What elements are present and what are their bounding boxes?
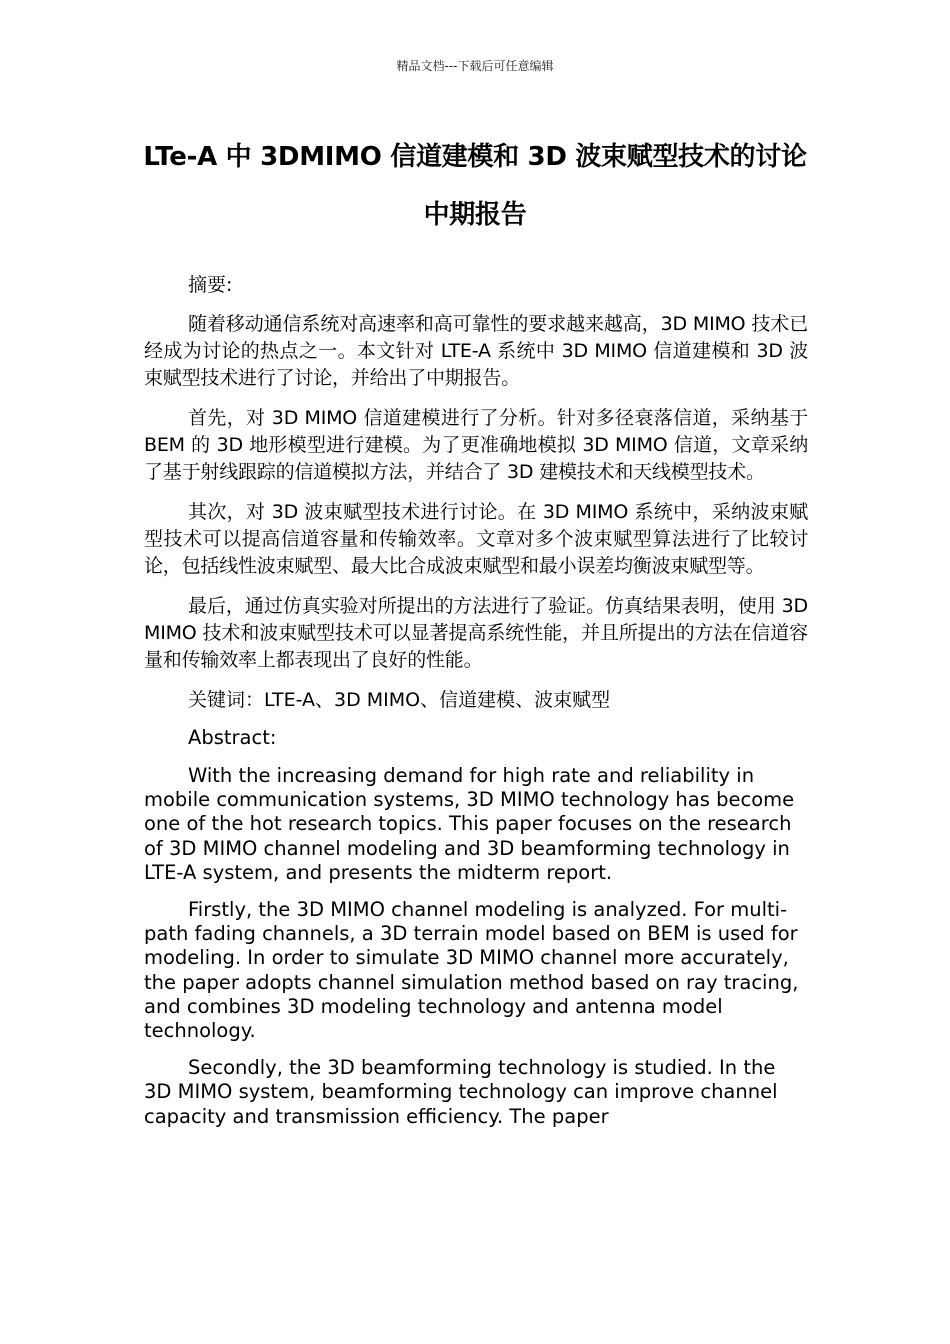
abstract-zh-paragraph: 首先，对 3D MIMO 信道建模进行了分析。针对多径衰落信道，采纳基于 BEM 的 3D 地形模型进行建模。为了更准确地模拟 3D MIMO 信道，文章采纳了基于射线跟踪的信道模拟方法，并结合了 3D 建模技术和天线模型技术。	[144, 407, 808, 483]
keywords-line: 关键词：LTE-A、3D MIMO、信道建模、波束赋型	[188, 689, 611, 711]
abstract-en-paragraph: Firstly, the 3D MIMO channel modeling is analyzed. For multi-path fading channels, a 3D terrain model based on BEM is used for modeling. In order to simulate 3D MIMO channel more accurately, the paper adopts channel simulation method based on ray tracing, and combines 3D modeling technology and antenna model technology.	[144, 898, 799, 1043]
abstract-zh-paragraph: 其次，对 3D 波束赋型技术进行讨论。在 3D MIMO 系统中，采纳波束赋型技术可以提高信道容量和传输效率。文章对多个波束赋型算法进行了比较讨论，包括线性波束赋型、最大比合成波束赋型和最小误差均衡波束赋型等。	[144, 501, 808, 577]
abstract-zh-label: 摘要:	[188, 274, 233, 296]
document-title: LTe-A 中 3DMIMO 信道建模和 3D 波束赋型技术的讨论中期报告	[143, 142, 807, 230]
abstract-en-label: Abstract:	[188, 726, 277, 749]
document-body	[144, 272, 808, 1142]
abstract-zh-paragraph: 最后，通过仿真实验对所提出的方法进行了验证。仿真结果表明，使用 3D MIMO 技术和波束赋型技术可以显著提高系统性能，并且所提出的方法在信道容量和传输效率上都表现出了良好的性能。	[144, 595, 808, 671]
page-header-note: 精品文档---下载后可任意编辑	[396, 59, 554, 73]
abstract-en-paragraph: With the increasing demand for high rate and reliability in mobile communication systems, 3D MIMO technology has become one of the hot research topics. This paper focuses on the research of 3D MIMO channel modeling and 3D beamforming technology in LTE-A system, and presents the midterm report.	[144, 764, 795, 884]
abstract-en-paragraph: Secondly, the 3D beamforming technology is studied. In the 3D MIMO system, beamforming technology can improve channel capacity and transmission efficiency. The paper	[144, 1056, 778, 1128]
abstract-zh-paragraph: 随着移动通信系统对高速率和高可靠性的要求越来越高，3D MIMO 技术已经成为讨论的热点之一。本文针对 LTE-A 系统中 3D MIMO 信道建模和 3D 波束赋型技术进行了讨论，并给出了中期报告。	[144, 313, 808, 389]
